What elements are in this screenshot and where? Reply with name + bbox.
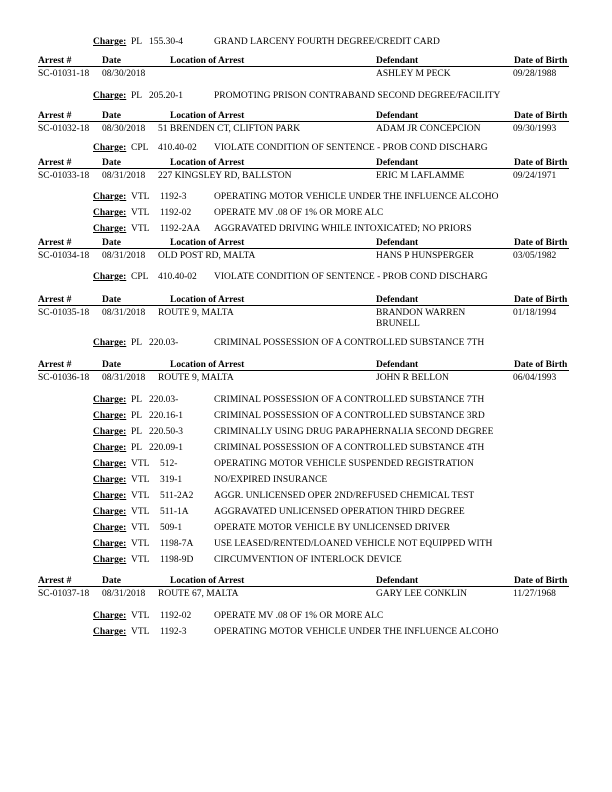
- charge-description: AGGRAVATED UNLICENSED OPERATION THIRD DEGREE: [214, 507, 465, 517]
- charge-label: Charge:: [93, 523, 127, 533]
- header-location: Location of Arrest: [170, 238, 245, 248]
- charge-section: 1198-7A: [160, 539, 194, 549]
- charge-law: VTL: [131, 459, 150, 469]
- charge-law: PL: [131, 37, 143, 47]
- arrest-location: OLD POST RD, MALTA: [158, 251, 256, 261]
- defendant-name: HANS P HUNSPERGER: [376, 251, 474, 261]
- header-divider: [38, 66, 569, 67]
- header-defendant: Defendant: [376, 158, 419, 168]
- charge-row: [0, 89, 612, 103]
- charge-law: CPL: [131, 272, 149, 282]
- date-of-birth: 09/28/1988: [513, 69, 557, 79]
- header-location: Location of Arrest: [170, 360, 245, 370]
- header-location: Location of Arrest: [170, 111, 245, 121]
- charge-section: 511-2A2: [160, 491, 194, 501]
- header-dob: Date of Birth: [514, 56, 568, 66]
- charge-section: 319-1: [160, 475, 183, 485]
- date-of-birth: 06/04/1993: [513, 373, 557, 383]
- header-divider: [38, 121, 569, 122]
- header-dob: Date of Birth: [514, 158, 568, 168]
- charge-section: 1192-2AA: [160, 224, 201, 234]
- arrest-number: SC-01037-18: [38, 589, 90, 599]
- charge-law: VTL: [131, 627, 150, 637]
- arrest-date: 08/31/2018: [102, 251, 146, 261]
- charge-row: [0, 222, 612, 236]
- charge-description: VIOLATE CONDITION OF SENTENCE - PROB COND DISCHARG: [214, 272, 488, 282]
- charge-description: OPERATING MOTOR VEHICLE UNDER THE INFLUENCE ALCOHO: [214, 627, 499, 637]
- charge-row: [0, 625, 612, 639]
- arrest-record: [0, 588, 612, 600]
- charge-description: OPERATING MOTOR VEHICLE SUSPENDED REGISTRATION: [214, 459, 474, 469]
- header-arrest: Arrest #: [38, 295, 72, 305]
- charge-row: [0, 441, 612, 455]
- charge-description: CRIMINAL POSSESSION OF A CONTROLLED SUBSTANCE 3RD: [214, 411, 485, 421]
- charge-description: VIOLATE CONDITION OF SENTENCE - PROB COND DISCHARG: [214, 143, 488, 153]
- charge-description: PROMOTING PRISON CONTRABAND SECOND DEGREE/FACILITY: [214, 91, 501, 101]
- charge-law: VTL: [131, 475, 150, 485]
- charge-description: GRAND LARCENY FOURTH DEGREE/CREDIT CARD: [214, 37, 440, 47]
- charge-description: CRIMINAL POSSESSION OF A CONTROLLED SUBSTANCE 7TH: [214, 338, 485, 348]
- charge-label: Charge:: [93, 555, 127, 565]
- defendant-name: ADAM JR CONCEPCION: [376, 124, 481, 134]
- defendant-name: JOHN R BELLON: [376, 373, 449, 383]
- charge-law: PL: [131, 395, 143, 405]
- charge-row: [0, 336, 612, 350]
- charge-description: USE LEASED/RENTED/LOANED VEHICLE NOT EQUIPPED WITH: [214, 539, 493, 549]
- charge-description: OPERATE MOTOR VEHICLE BY UNLICENSED DRIVER: [214, 523, 451, 533]
- charge-section: 220.03-: [149, 338, 179, 348]
- charge-row: [0, 393, 612, 407]
- charge-label: Charge:: [93, 475, 127, 485]
- charge-section: 205.20-1: [149, 91, 184, 101]
- header-arrest: Arrest #: [38, 576, 72, 586]
- charge-description: OPERATING MOTOR VEHICLE UNDER THE INFLUENCE ALCOHO: [214, 192, 499, 202]
- date-of-birth: 09/24/1971: [513, 171, 557, 181]
- header-defendant: Defendant: [376, 111, 419, 121]
- charge-label: Charge:: [93, 539, 127, 549]
- arrest-location: 227 KINGSLEY RD, BALLSTON: [158, 171, 292, 181]
- charge-row: [0, 35, 612, 49]
- arrest-number: SC-01036-18: [38, 373, 90, 383]
- charge-section: 512-: [160, 459, 178, 469]
- date-of-birth: 03/05/1982: [513, 251, 557, 261]
- charge-description: AGGR. UNLICENSED OPER 2ND/REFUSED CHEMICAL TEST: [214, 491, 475, 501]
- charge-description: CRIMINAL POSSESSION OF A CONTROLLED SUBSTANCE 4TH: [214, 443, 485, 453]
- charge-row: [0, 409, 612, 423]
- charge-section: 1192-3: [160, 192, 187, 202]
- arrest-number: SC-01035-18: [38, 308, 90, 318]
- charge-section: 509-1: [160, 523, 183, 533]
- charge-row: [0, 521, 612, 535]
- charge-row: [0, 553, 612, 567]
- header-date: Date: [102, 158, 121, 168]
- header-arrest: Arrest #: [38, 360, 72, 370]
- charge-section: 1192-02: [160, 611, 192, 621]
- charge-law: PL: [131, 443, 143, 453]
- charge-label: Charge:: [93, 208, 127, 218]
- record-header: [0, 237, 612, 249]
- arrest-record: [0, 68, 612, 80]
- charge-description: CRIMINAL POSSESSION OF A CONTROLLED SUBSTANCE 7TH: [214, 395, 485, 405]
- charge-law: VTL: [131, 611, 150, 621]
- charge-label: Charge:: [93, 443, 127, 453]
- header-arrest: Arrest #: [38, 56, 72, 66]
- charge-law: PL: [131, 338, 143, 348]
- header-defendant: Defendant: [376, 295, 419, 305]
- charge-section: 1192-3: [160, 627, 187, 637]
- charge-row: [0, 457, 612, 471]
- charge-label: Charge:: [93, 491, 127, 501]
- header-dob: Date of Birth: [514, 295, 568, 305]
- header-date: Date: [102, 295, 121, 305]
- defendant-name: ASHLEY M PECK: [376, 69, 451, 79]
- header-location: Location of Arrest: [170, 158, 245, 168]
- record-header: [0, 110, 612, 122]
- header-defendant: Defendant: [376, 56, 419, 66]
- header-arrest: Arrest #: [38, 111, 72, 121]
- record-header: [0, 575, 612, 587]
- header-date: Date: [102, 360, 121, 370]
- arrest-location: ROUTE 9, MALTA: [158, 373, 234, 383]
- arrest-record: [0, 250, 612, 262]
- arrest-number: SC-01032-18: [38, 124, 90, 134]
- header-date: Date: [102, 111, 121, 121]
- charge-label: Charge:: [93, 338, 127, 348]
- header-dob: Date of Birth: [514, 111, 568, 121]
- arrest-location: 51 BRENDEN CT, CLIFTON PARK: [158, 124, 301, 134]
- charge-row: [0, 190, 612, 204]
- arrest-record: [0, 170, 612, 182]
- arrest-date: 08/30/2018: [102, 124, 146, 134]
- header-divider: [38, 370, 569, 371]
- charge-section: 1198-9D: [160, 555, 194, 565]
- arrest-record: [0, 307, 612, 329]
- arrest-location: ROUTE 67, MALTA: [158, 589, 239, 599]
- defendant-name-continued: BRUNELL: [376, 319, 420, 329]
- header-defendant: Defendant: [376, 576, 419, 586]
- charge-description: AGGRAVATED DRIVING WHILE INTOXICATED; NO PRIORS: [214, 224, 472, 234]
- arrest-date: 08/31/2018: [102, 171, 146, 181]
- charge-description: OPERATE MV .08 OF 1% OR MORE ALC: [214, 611, 384, 621]
- charge-section: 220.16-1: [149, 411, 184, 421]
- record-header: [0, 294, 612, 306]
- header-date: Date: [102, 576, 121, 586]
- charge-row: [0, 489, 612, 503]
- charge-section: 410.40-02: [158, 143, 197, 153]
- charge-label: Charge:: [93, 427, 127, 437]
- charge-description: OPERATE MV .08 OF 1% OR MORE ALC: [214, 208, 384, 218]
- charge-label: Charge:: [93, 611, 127, 621]
- charge-row: [0, 206, 612, 220]
- record-header: [0, 157, 612, 169]
- charge-row: [0, 537, 612, 551]
- arrest-location: ROUTE 9, MALTA: [158, 308, 234, 318]
- charge-section: 220.50-3: [149, 427, 184, 437]
- charge-section: 155.30-4: [149, 37, 184, 47]
- date-of-birth: 11/27/1968: [513, 589, 556, 599]
- date-of-birth: 09/30/1993: [513, 124, 557, 134]
- charge-law: PL: [131, 427, 143, 437]
- charge-row: [0, 473, 612, 487]
- charge-section: 511-1A: [160, 507, 189, 517]
- charge-law: VTL: [131, 208, 150, 218]
- charge-law: VTL: [131, 523, 150, 533]
- arrest-number: SC-01031-18: [38, 69, 90, 79]
- charge-row: [0, 425, 612, 439]
- charge-section: 220.09-1: [149, 443, 184, 453]
- charge-law: PL: [131, 411, 143, 421]
- header-divider: [38, 586, 569, 587]
- header-date: Date: [102, 238, 121, 248]
- charge-label: Charge:: [93, 224, 127, 234]
- charge-law: VTL: [131, 491, 150, 501]
- charge-label: Charge:: [93, 411, 127, 421]
- header-location: Location of Arrest: [170, 56, 245, 66]
- date-of-birth: 01/18/1994: [513, 308, 557, 318]
- charge-law: VTL: [131, 507, 150, 517]
- header-divider: [38, 248, 569, 249]
- record-header: [0, 55, 612, 67]
- header-dob: Date of Birth: [514, 238, 568, 248]
- header-defendant: Defendant: [376, 238, 419, 248]
- charge-section: 220.03-: [149, 395, 179, 405]
- charge-label: Charge:: [93, 627, 127, 637]
- header-divider: [38, 305, 569, 306]
- defendant-name: BRANDON WARREN: [376, 308, 466, 318]
- arrest-date: 08/31/2018: [102, 373, 146, 383]
- header-defendant: Defendant: [376, 360, 419, 370]
- charge-label: Charge:: [93, 272, 127, 282]
- charge-section: 410.40-02: [158, 272, 197, 282]
- charge-section: 1192-02: [160, 208, 192, 218]
- charge-row: [0, 141, 612, 155]
- defendant-name: ERIC M LAFLAMME: [376, 171, 465, 181]
- charge-row: [0, 505, 612, 519]
- charge-law: VTL: [131, 555, 150, 565]
- charge-label: Charge:: [93, 37, 127, 47]
- charge-label: Charge:: [93, 507, 127, 517]
- charge-label: Charge:: [93, 91, 127, 101]
- header-dob: Date of Birth: [514, 360, 568, 370]
- record-header: [0, 359, 612, 371]
- charge-description: NO/EXPIRED INSURANCE: [214, 475, 328, 485]
- header-location: Location of Arrest: [170, 576, 245, 586]
- arrest-date: 08/31/2018: [102, 308, 146, 318]
- charge-law: VTL: [131, 539, 150, 549]
- arrest-record: [0, 372, 612, 384]
- charge-law: VTL: [131, 192, 150, 202]
- arrest-record: [0, 123, 612, 135]
- arrest-number: SC-01034-18: [38, 251, 90, 261]
- arrest-date: 08/30/2018: [102, 69, 146, 79]
- header-date: Date: [102, 56, 121, 66]
- charge-row: [0, 270, 612, 284]
- charge-law: CPL: [131, 143, 149, 153]
- charge-label: Charge:: [93, 395, 127, 405]
- charge-description: CIRCUMVENTION OF INTERLOCK DEVICE: [214, 555, 402, 565]
- arrest-date: 08/31/2018: [102, 589, 146, 599]
- header-arrest: Arrest #: [38, 238, 72, 248]
- charge-label: Charge:: [93, 192, 127, 202]
- header-dob: Date of Birth: [514, 576, 568, 586]
- header-divider: [38, 168, 569, 169]
- header-arrest: Arrest #: [38, 158, 72, 168]
- arrest-number: SC-01033-18: [38, 171, 90, 181]
- defendant-name: GARY LEE CONKLIN: [376, 589, 467, 599]
- charge-label: Charge:: [93, 143, 127, 153]
- charge-row: [0, 609, 612, 623]
- charge-label: Charge:: [93, 459, 127, 469]
- charge-law: PL: [131, 91, 143, 101]
- header-location: Location of Arrest: [170, 295, 245, 305]
- charge-law: VTL: [131, 224, 150, 234]
- charge-description: CRIMINALLY USING DRUG PARAPHERNALIA SECOND DEGREE: [214, 427, 494, 437]
